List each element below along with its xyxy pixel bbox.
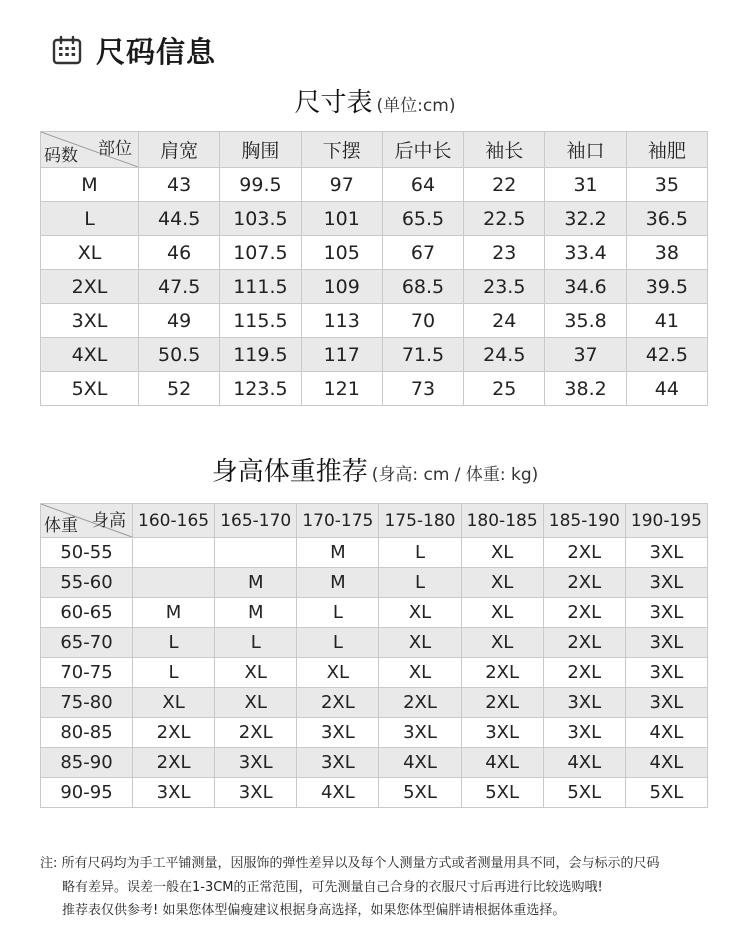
measurement-cell: 39.5 (626, 270, 707, 304)
recommended-size-cell: 3XL (543, 688, 625, 718)
measurement-cell: 73 (382, 372, 463, 406)
recommended-size-cell: XL (297, 658, 379, 688)
height-range-header: 165-170 (215, 504, 297, 538)
recommended-size-cell: 2XL (379, 688, 461, 718)
size-label: 4XL (41, 338, 139, 372)
weight-range-label: 70-75 (41, 658, 133, 688)
recommended-size-cell: M (297, 568, 379, 598)
measurement-cell: 47.5 (139, 270, 220, 304)
recommendation-table (40, 503, 708, 808)
measurement-cell: 44 (626, 372, 707, 406)
measurement-cell: 71.5 (382, 338, 463, 372)
note-line: 略有差异。误差一般在1-3CM的正常范围，可先测量自己合身的衣服尺寸后再进行比较选购哦! (62, 879, 603, 895)
measurement-cell: 32.2 (545, 202, 626, 236)
recommended-size-cell: XL (133, 688, 215, 718)
measurement-cell: 23 (464, 236, 545, 270)
measurement-cell: 107.5 (220, 236, 301, 270)
size-table-corner-cell (41, 132, 139, 168)
recommended-size-cell: 4XL (461, 748, 543, 778)
recommended-size-cell: 5XL (625, 778, 707, 808)
recommended-size-cell: 3XL (625, 688, 707, 718)
measurement-cell: 41 (626, 304, 707, 338)
size-column-header: 后中长 (382, 132, 463, 168)
weight-range-label: 50-55 (41, 538, 133, 568)
recommended-size-cell: 3XL (215, 778, 297, 808)
size-table (40, 131, 708, 406)
recommended-size-cell: 4XL (625, 748, 707, 778)
recommended-size-cell (133, 568, 215, 598)
size-column-header: 袖长 (464, 132, 545, 168)
recommendation-title: 身高体重推荐 (211, 457, 368, 487)
measurement-cell: 34.6 (545, 270, 626, 304)
page-title: 尺码信息 (96, 34, 217, 69)
recommended-size-cell: 3XL (297, 748, 379, 778)
measurement-cell: 97 (301, 168, 382, 202)
recommended-size-cell (133, 538, 215, 568)
measurement-cell: 117 (301, 338, 382, 372)
measurement-cell: 68.5 (382, 270, 463, 304)
recommended-size-cell: M (297, 538, 379, 568)
size-label: L (41, 202, 139, 236)
measurement-cell: 99.5 (220, 168, 301, 202)
notes (40, 852, 720, 923)
measurement-cell: 22 (464, 168, 545, 202)
calendar-icon (52, 35, 82, 65)
recommended-size-cell: XL (379, 598, 461, 628)
recommended-size-cell: L (297, 598, 379, 628)
measurement-cell: 44.5 (139, 202, 220, 236)
measurement-cell: 103.5 (220, 202, 301, 236)
height-range-header: 180-185 (461, 504, 543, 538)
size-chart-unit: (单位:cm) (376, 96, 456, 116)
recommended-size-cell: 2XL (543, 598, 625, 628)
measurement-cell: 46 (139, 236, 220, 270)
size-label: 2XL (41, 270, 139, 304)
recommended-size-cell: 4XL (625, 718, 707, 748)
measurement-cell: 65.5 (382, 202, 463, 236)
size-table-row (41, 236, 708, 270)
recommended-size-cell: 3XL (297, 718, 379, 748)
recommended-size-cell: 2XL (133, 718, 215, 748)
measurement-cell: 123.5 (220, 372, 301, 406)
measurement-cell: 121 (301, 372, 382, 406)
measurement-cell: 70 (382, 304, 463, 338)
measurement-cell: 49 (139, 304, 220, 338)
recommended-size-cell: XL (215, 658, 297, 688)
measurement-cell: 31 (545, 168, 626, 202)
height-range-header: 170-175 (297, 504, 379, 538)
size-column-header: 下摆 (301, 132, 382, 168)
corner-label-part: 部位 (98, 139, 132, 159)
note-line: 推荐表仅供参考! 如果您体型偏瘦建议根据身高选择，如果您体型偏胖请根据体重选择。 (62, 903, 566, 918)
size-chart-title: 尺寸表 (294, 88, 373, 118)
recommended-size-cell: 3XL (625, 658, 707, 688)
rec-table-header-row (41, 504, 708, 538)
recommended-size-cell: 3XL (625, 538, 707, 568)
size-table-row (41, 304, 708, 338)
measurement-cell: 101 (301, 202, 382, 236)
size-label: M (41, 168, 139, 202)
recommended-size-cell: L (379, 538, 461, 568)
measurement-cell: 50.5 (139, 338, 220, 372)
measurement-cell: 24.5 (464, 338, 545, 372)
size-column-header: 袖口 (545, 132, 626, 168)
measurement-cell: 113 (301, 304, 382, 338)
size-column-header: 肩宽 (139, 132, 220, 168)
measurement-cell: 119.5 (220, 338, 301, 372)
measurement-cell: 25 (464, 372, 545, 406)
recommendation-unit: (身高: cm / 体重: kg) (371, 465, 539, 485)
recommended-size-cell: XL (461, 628, 543, 658)
recommended-size-cell (215, 538, 297, 568)
size-label: XL (41, 236, 139, 270)
measurement-cell: 52 (139, 372, 220, 406)
rec-table-row (41, 718, 708, 748)
recommended-size-cell: 5XL (461, 778, 543, 808)
recommended-size-cell: L (297, 628, 379, 658)
rec-table-row (41, 688, 708, 718)
measurement-cell: 35 (626, 168, 707, 202)
rec-table-corner-cell (41, 504, 133, 538)
rec-table-row (41, 628, 708, 658)
page-header (52, 30, 216, 70)
recommended-size-cell: XL (461, 598, 543, 628)
weight-range-label: 55-60 (41, 568, 133, 598)
measurement-cell: 23.5 (464, 270, 545, 304)
size-column-header: 胸围 (220, 132, 301, 168)
recommended-size-cell: 5XL (543, 778, 625, 808)
measurement-cell: 67 (382, 236, 463, 270)
corner-label-height: 身高 (92, 511, 126, 531)
measurement-cell: 64 (382, 168, 463, 202)
recommended-size-cell: 2XL (543, 628, 625, 658)
height-range-header: 185-190 (543, 504, 625, 538)
rec-table-row (41, 568, 708, 598)
recommended-size-cell: 2XL (461, 688, 543, 718)
recommended-size-cell: 3XL (625, 628, 707, 658)
height-range-header: 175-180 (379, 504, 461, 538)
size-table-header-row (41, 132, 708, 168)
size-table-row (41, 270, 708, 304)
rec-table-row (41, 658, 708, 688)
recommended-size-cell: M (215, 568, 297, 598)
measurement-cell: 38 (626, 236, 707, 270)
rec-table-row (41, 778, 708, 808)
corner-label-size: 码数 (44, 146, 78, 166)
recommended-size-cell: 3XL (543, 718, 625, 748)
weight-range-label: 65-70 (41, 628, 133, 658)
weight-range-label: 60-65 (41, 598, 133, 628)
recommended-size-cell: M (133, 598, 215, 628)
recommended-size-cell: L (379, 568, 461, 598)
recommended-size-cell: 2XL (133, 748, 215, 778)
recommendation-heading (0, 451, 750, 488)
recommended-size-cell: XL (215, 688, 297, 718)
recommended-size-cell: 4XL (543, 748, 625, 778)
measurement-cell: 36.5 (626, 202, 707, 236)
recommended-size-cell: 3XL (215, 748, 297, 778)
recommended-size-cell: 3XL (379, 718, 461, 748)
weight-range-label: 90-95 (41, 778, 133, 808)
measurement-cell: 115.5 (220, 304, 301, 338)
recommended-size-cell: 3XL (461, 718, 543, 748)
recommended-size-cell: 2XL (297, 688, 379, 718)
weight-range-label: 80-85 (41, 718, 133, 748)
measurement-cell: 42.5 (626, 338, 707, 372)
recommended-size-cell: 3XL (625, 598, 707, 628)
size-table-row (41, 372, 708, 406)
height-range-header: 190-195 (625, 504, 707, 538)
recommended-size-cell: XL (379, 628, 461, 658)
recommended-size-cell: 2XL (543, 538, 625, 568)
recommended-size-cell: 2XL (215, 718, 297, 748)
recommended-size-cell: 2XL (461, 658, 543, 688)
size-chart-heading (0, 82, 750, 119)
recommended-size-cell: 4XL (297, 778, 379, 808)
recommended-size-cell: L (133, 628, 215, 658)
weight-range-label: 85-90 (41, 748, 133, 778)
height-range-header: 160-165 (133, 504, 215, 538)
size-table-row (41, 338, 708, 372)
recommended-size-cell: L (215, 628, 297, 658)
measurement-cell: 105 (301, 236, 382, 270)
recommended-size-cell: 3XL (133, 778, 215, 808)
recommended-size-cell: XL (461, 568, 543, 598)
size-table-row (41, 168, 708, 202)
measurement-cell: 111.5 (220, 270, 301, 304)
measurement-cell: 33.4 (545, 236, 626, 270)
recommended-size-cell: 5XL (379, 778, 461, 808)
note-line: 注: 所有尺码均为手工平铺测量，因服饰的弹性差异以及每个人测量方式或者测量用具不同，会与标示的尺码 (40, 856, 660, 871)
measurement-cell: 22.5 (464, 202, 545, 236)
recommended-size-cell: 2XL (543, 568, 625, 598)
recommended-size-cell: M (215, 598, 297, 628)
recommended-size-cell: XL (379, 658, 461, 688)
measurement-cell: 37 (545, 338, 626, 372)
rec-table-row (41, 538, 708, 568)
size-label: 5XL (41, 372, 139, 406)
recommended-size-cell: L (133, 658, 215, 688)
recommended-size-cell: 4XL (379, 748, 461, 778)
measurement-cell: 24 (464, 304, 545, 338)
rec-table-row (41, 598, 708, 628)
measurement-cell: 109 (301, 270, 382, 304)
recommended-size-cell: XL (461, 538, 543, 568)
measurement-cell: 38.2 (545, 372, 626, 406)
measurement-cell: 35.8 (545, 304, 626, 338)
recommended-size-cell: 3XL (625, 568, 707, 598)
rec-table-row (41, 748, 708, 778)
measurement-cell: 43 (139, 168, 220, 202)
size-label: 3XL (41, 304, 139, 338)
size-column-header: 袖肥 (626, 132, 707, 168)
recommended-size-cell: 2XL (543, 658, 625, 688)
size-table-row (41, 202, 708, 236)
corner-label-weight: 体重 (44, 516, 78, 536)
weight-range-label: 75-80 (41, 688, 133, 718)
